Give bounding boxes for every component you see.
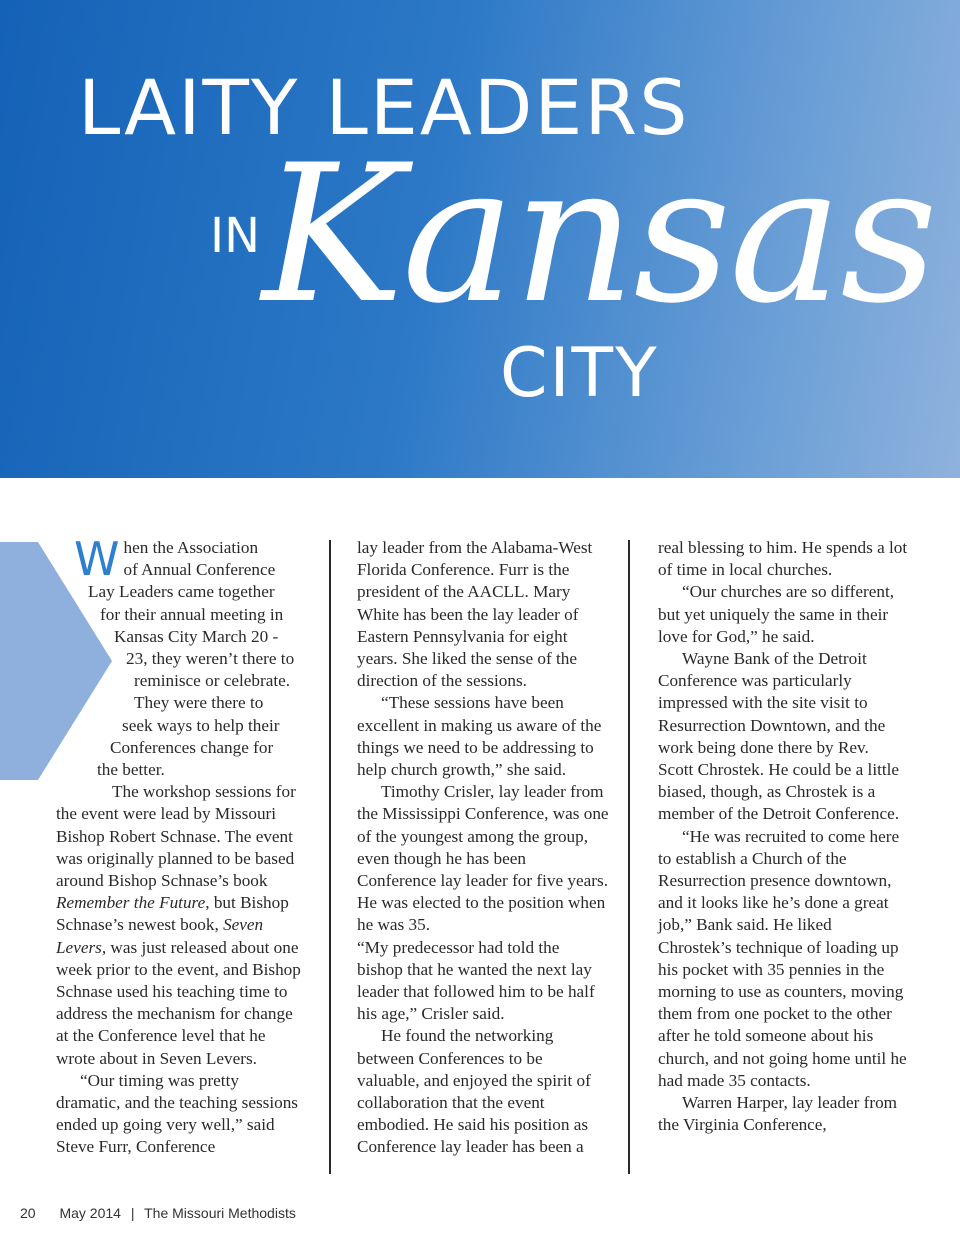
title-word-city: CITY [500,334,659,413]
title-banner [0,0,960,478]
issue-date: May 2014 [59,1205,121,1221]
intro-line: for their annual meeting in [100,604,284,624]
intro-line: reminisce or celebrate. [134,671,291,691]
page-number: 20 [20,1205,36,1221]
footer-separator: | [130,1205,135,1221]
book-title: Remember the Future [56,893,206,913]
publication-name: The Missouri Methodists [144,1205,296,1221]
article-column-1 [56,532,306,1159]
column-divider [628,540,630,1174]
drop-cap: W [74,532,120,586]
body-paragraph: “My predecessor had told the bishop that he wanted the next lay leader that followed him to be half his age,” Crisler said. [357,937,595,1024]
body-paragraph: He found the networking between Conferences to be valuable, and enjoyed the spirit of collaboration that the event embodied. He said his position as Conference lay leader has been a [357,1026,591,1157]
intro-line: seek ways to help their [122,715,280,735]
body-paragraph: Warren Harper, lay leader from the Virginia Conference, [658,1093,898,1135]
body-paragraph: “These sessions have been excellent in making us aware of the things we need to be addressing to help church growth,” she said. [357,693,602,780]
intro-line: Lay Leaders came together [88,582,275,602]
intro-line: They were there to [134,693,264,713]
intro-line: the better. [97,760,165,780]
body-paragraph: “Our churches are so different, but yet uniquely the same in their love for God,” he said. [658,582,895,646]
body-paragraph: Wayne Bank of the Detroit Conference was particularly impressed with the site visit to Resurrection Downtown, and the work being done there by Rev. Scott Chrostek. He could be a little biased, though, as Chrostek is a member of the Detroit Conference. [658,649,900,824]
page-footer [20,1205,296,1221]
body-text: , but Bishop Schnase’s newest book, [56,893,289,935]
body-text: , was just released about one week prior to the event, and Bishop Schnase used his teaching time to address the mechanism for change at the Conference level that he wrote about in Seven Levers. [56,937,301,1068]
title-line-laity-leaders: LAITY LEADERS [78,63,690,152]
intro-line: of Annual Conference [123,560,276,580]
column-divider [329,540,331,1174]
body-paragraph [56,781,306,1070]
intro-line: Kansas City March 20 - [114,626,279,646]
book-title: Seven Levers [56,915,264,957]
title-word-in: IN [210,208,261,264]
title-word-kansas: Kansas [262,124,936,345]
body-paragraph: Timothy Crisler, lay leader from the Mississippi Conference, was one of the youngest among the group, even though he has been Conference lay leader for five years. He was elected to the position when he was 35. [357,782,609,935]
body-paragraph: “Our timing was pretty dramatic, and the teaching sessions ended up going very well,” said Steve Furr, Conference [56,1070,298,1157]
body-paragraph: “He was recruited to come here to establish a Church of the Resurrection presence downtown, and it looks like he’s done a great job,” Bank said. He liked Chrostek’s technique of loading up his pocket with 35 pennies in the morning to use as counters, moving them from one pocket to the other after he told someone about his church, and not going home until he had made 35 contacts. [658,826,907,1090]
intro-line: hen the Association [123,538,259,557]
body-text: The workshop sessions for the event were lead by Missouri Bishop Robert Schnase. The event was originally planned to be based around Bishop Schnase’s book [56,782,296,891]
body-paragraph: real blessing to him. He spends a lot of time in local churches. [658,538,908,580]
article-column-3 [658,537,908,1136]
intro-line: 23, they weren’t there to [126,649,295,669]
article-column-2 [357,537,609,1159]
body-paragraph: lay leader from the Alabama-West Florida Conference. Furr is the president of the AACLL. Mary White has been the lay leader of Eastern Pennsylvania for eight years. She liked the sense of the direction of the sessions. [357,538,593,691]
intro-line: Conferences change for [110,737,274,757]
